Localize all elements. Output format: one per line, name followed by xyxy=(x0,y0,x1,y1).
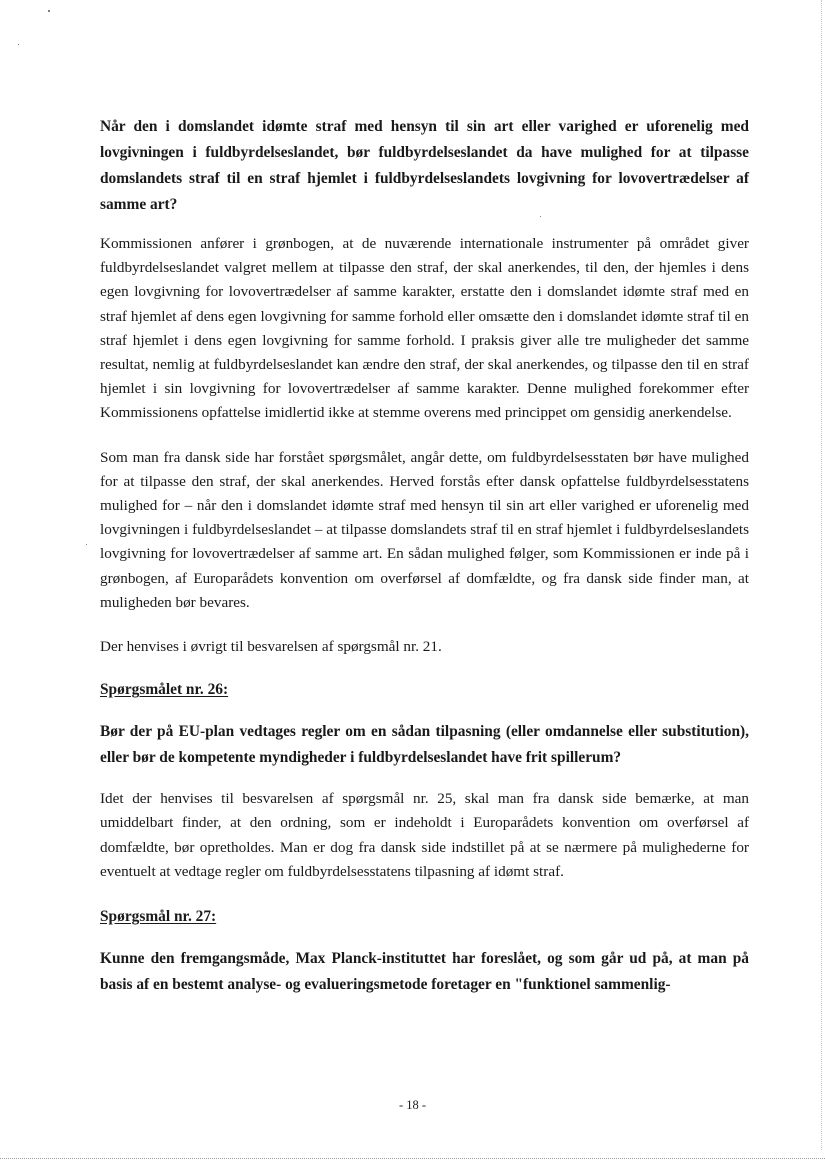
question-26-text: Bør der på EU-plan vedtages regler om en sådan tilpasning (eller omdannelse eller substitution), eller bør de kompetente myndigheder i fuldbyrdelseslandet have frit spillerum? xyxy=(100,723,749,767)
scan-bottom-line xyxy=(0,1158,825,1159)
question-27-text: Kunne den fremgangsmåde, Max Planck-instituttet har foreslået, og som går ud på, at man på basis af en bestemt analyse- og evalueringsmetode foretager en "funktionel sammenlig- xyxy=(100,950,749,994)
answer-26-paragraph: Idet der henvises til besvarelsen af spørgsmål nr. 25, skal man fra dansk side bemærke, at man umiddelbart finder, at den ordning, som er indeholdt i Europarådets konvention om overførsel af domfældte, bør opretholdes. Man er dog fra dansk side indstillet på at se nærmere på mulighederne for eventuelt at vedtage regler om fuldbyrdelsesstatens tilpasning af idømt straf. xyxy=(100,790,749,880)
scan-speck xyxy=(18,44,19,45)
answer-25-paragraph-2: Som man fra dansk side har forstået spørgsmålet, angår dette, om fuldbyrdelsesstaten bør have mulighed for at tilpasse den straf, der skal anerkendes. Herved forstås efter dansk opfattelse fuldbyrdelsesstatens mulighed for – når den i domslandet idømte straf med hensyn til sin art eller varighed er uforenelig med lovgivningen i fuldbyrdelseslandet – at tilpasse domslandets straf til en straf hjemlet i fuldbyrdelseslandets lovgivning for lovovertrædelser af samme art. En sådan mulighed følger, som Kommissionen er inde på i grønbogen, af Europarådets konvention om overførsel af domfældte, og fra dansk side finder man, at muligheden bør bevares. xyxy=(100,448,749,611)
scan-speck xyxy=(48,10,50,12)
scan-speck xyxy=(86,544,87,545)
section-heading-26: Spørgsmålet nr. 26: xyxy=(100,681,229,699)
question-25-text: Når den i domslandet idømte straf med hensyn til sin art eller varighed er uforenelig med lovgivningen i fuldbyrdelseslandet, bør fuldbyrdelseslandet da have mulighed for at tilpasse domslandets straf til en straf hjemlet i fuldbyrdelseslandets lovgivning for lovovertrædelser af samme art? xyxy=(100,118,749,213)
answer-25-reference: Der henvises i øvrigt til besvarelsen af spørgsmål nr. 21. xyxy=(100,638,442,656)
answer-25-paragraph-1: Kommissionen anfører i grønbogen, at de nuværende internationale instrumenter på området giver fuldbyrdelseslandet valgret mellem at tilpasse den straf, der skal anerkendes, til den, der hjemles i dens egen lovgivning for lovovertrædelser af samme karakter, erstatte den i domslandet idømte straf med en straf hjemlet af dens egen lovgivning for samme forhold eller omsætte den i domslandet idømte straf til en straf hjemlet i dens egen lovgivning for samme forhold. I praksis giver alle tre muligheder det samme resultat, nemlig at fuldbyrdelseslandet kan ændre den straf, der skal anerkendes, og tilpasse den til en straf hjemlet i sin lovgivning for lovovertrædelser af samme karakter. Denne mulighed forekommer efter Kommissionens opfattelse imidlertid ikke at stemme overens med princippet om gensidig anerkendelse. xyxy=(100,235,749,422)
document-body xyxy=(100,114,749,998)
page-number: - 18 - xyxy=(398,1098,427,1112)
scan-edge-line xyxy=(821,0,822,1150)
section-heading-27: Spørgsmål nr. 27: xyxy=(100,908,217,926)
